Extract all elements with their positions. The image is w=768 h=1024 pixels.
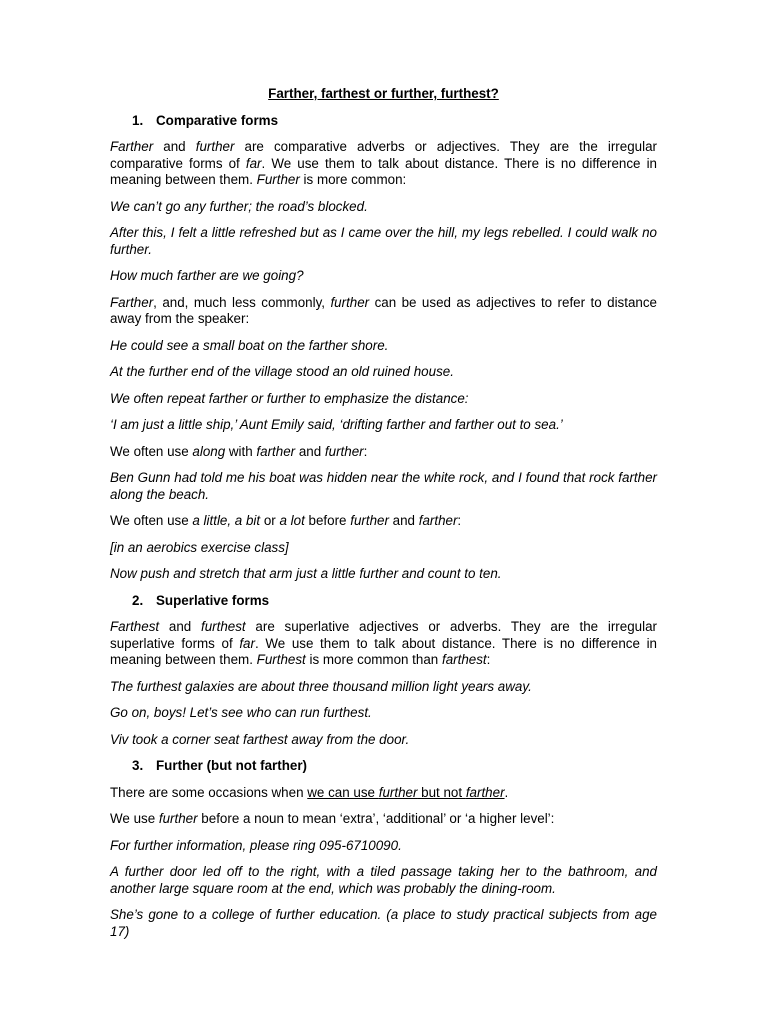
text-run: We use <box>110 811 159 826</box>
text-run: Furthest <box>256 652 306 667</box>
text-run: further <box>195 139 235 154</box>
example-sentence <box>110 864 657 897</box>
text-run: We often use <box>110 443 193 459</box>
example-sentence <box>110 391 657 408</box>
example-sentence <box>110 838 657 855</box>
example-sentence <box>110 199 657 216</box>
text-run: before <box>304 513 351 528</box>
text-run: , and, much less commonly, <box>153 294 331 310</box>
text-run: further <box>350 513 389 528</box>
text-run: further <box>158 811 198 826</box>
section-heading <box>110 593 657 610</box>
text-run: farther <box>465 784 505 800</box>
text-run: further <box>378 784 418 800</box>
example-sentence <box>110 540 657 557</box>
text-run: farther <box>256 443 296 459</box>
text-run: is more common: <box>299 172 407 187</box>
text-run: He could see a small boat on the farther shore. <box>110 337 389 353</box>
example-sentence <box>110 679 657 696</box>
text-run: before a noun to mean ‘extra’, ‘additional’ or ‘a higher level’: <box>197 811 555 826</box>
text-run: At the further end of the village stood an old ruined house. <box>110 364 454 379</box>
text-run: We can’t go any further; the road’s blocked. <box>110 198 368 214</box>
text-run: Viv took a corner seat farthest away from the door. <box>110 731 410 747</box>
text-run: Farther <box>110 294 154 310</box>
text-run: A further door led off to the right, with a tiled passage taking her to the bathroom, and another large square room at the end, which was probably the dining-room. <box>110 864 657 896</box>
text-run: are superlative adjectives or adverbs. They are the irregular superlative forms of <box>110 619 657 651</box>
text-run: with <box>225 443 257 459</box>
body-paragraph <box>110 295 657 328</box>
text-run: Farthest <box>110 619 160 634</box>
text-run: furthest <box>200 619 246 634</box>
body-paragraph <box>110 513 657 530</box>
section-heading-text: Further (but not farther) <box>156 758 307 773</box>
text-run: and <box>159 619 201 634</box>
body-paragraph <box>110 139 657 189</box>
text-run: further <box>330 294 370 310</box>
example-sentence <box>110 470 657 503</box>
example-sentence <box>110 364 657 381</box>
text-run: is more common than <box>305 652 442 667</box>
document-content <box>110 86 657 950</box>
example-sentence <box>110 907 657 940</box>
text-run: are comparative adverbs or adjectives. They are the irregular comparative forms of <box>110 139 657 171</box>
body-paragraph <box>110 785 657 802</box>
text-run: and <box>388 513 419 528</box>
example-sentence <box>110 705 657 722</box>
text-run: Ben Gunn had told me his boat was hidden near the white rock, and I found that rock farther along the beach. <box>110 470 657 502</box>
text-run: but not <box>417 784 466 800</box>
text-run: [in an aerobics exercise class] <box>110 539 289 555</box>
text-run: can be used as adjectives to refer to distance away from the speaker: <box>110 294 658 326</box>
text-run: farthest <box>441 652 487 667</box>
example-sentence <box>110 268 657 285</box>
example-sentence <box>110 732 657 749</box>
text-run: Now push and stretch that arm just a little further and count to ten. <box>110 566 502 581</box>
text-run: Go on, boys! Let’s see who can run furthest. <box>110 705 372 720</box>
text-run: a lot <box>279 513 305 528</box>
section-heading <box>110 758 657 775</box>
text-run: and <box>295 443 325 459</box>
section-heading <box>110 113 657 130</box>
text-run: Farther <box>110 139 154 154</box>
text-run: . <box>504 784 509 800</box>
text-run: Further <box>256 172 300 187</box>
text-run: How much farther are we going? <box>110 268 304 283</box>
text-run: . We use them to talk about distance. There is no difference in meaning between them. <box>110 635 657 667</box>
text-run: far <box>245 155 262 171</box>
document-title: Farther, farthest or further, furthest? <box>268 86 499 101</box>
section-heading-text: Superlative forms <box>156 592 270 608</box>
text-run: farther <box>418 513 458 528</box>
text-run: a little, a bit <box>192 513 261 528</box>
body-paragraph <box>110 811 657 828</box>
text-run: : <box>363 443 368 459</box>
section-heading-text: Comparative forms <box>156 112 279 128</box>
text-run: along <box>192 443 226 459</box>
body-paragraph <box>110 444 657 461</box>
text-run: We often use <box>110 513 193 528</box>
example-sentence <box>110 417 657 434</box>
text-run: or <box>260 513 280 528</box>
example-sentence <box>110 566 657 583</box>
text-run: We often repeat farther or further to emphasize the distance: <box>110 390 469 406</box>
text-run: : <box>486 652 491 667</box>
text-run: The furthest galaxies are about three thousand million light years away. <box>110 678 532 694</box>
example-sentence <box>110 338 657 355</box>
text-run: She’s gone to a college of further education. (a place to study practical subjects from age 17) <box>110 907 657 939</box>
text-run: and <box>153 139 196 154</box>
example-sentence <box>110 225 657 258</box>
section-number: 3. <box>132 758 144 773</box>
text-run: we can use <box>307 784 379 800</box>
text-run: For further information, please ring 095-6710090. <box>110 837 402 853</box>
text-run: After this, I felt a little refreshed but as I came over the hill, my legs rebelled. I could walk no further. <box>110 225 657 257</box>
text-run: : <box>457 513 462 528</box>
text-run: further <box>324 443 364 459</box>
section-number: 1. <box>132 112 144 128</box>
body-paragraph <box>110 619 657 669</box>
text-run: far <box>239 635 255 651</box>
text-run: . We use them to talk about distance. There is no difference in meaning between them. <box>110 155 657 187</box>
text-run: ‘I am just a little ship,’ Aunt Emily said, ‘drifting farther and farther out to sea.’ <box>110 417 563 432</box>
text-run: There are some occasions when <box>110 784 308 800</box>
section-number: 2. <box>132 592 144 608</box>
